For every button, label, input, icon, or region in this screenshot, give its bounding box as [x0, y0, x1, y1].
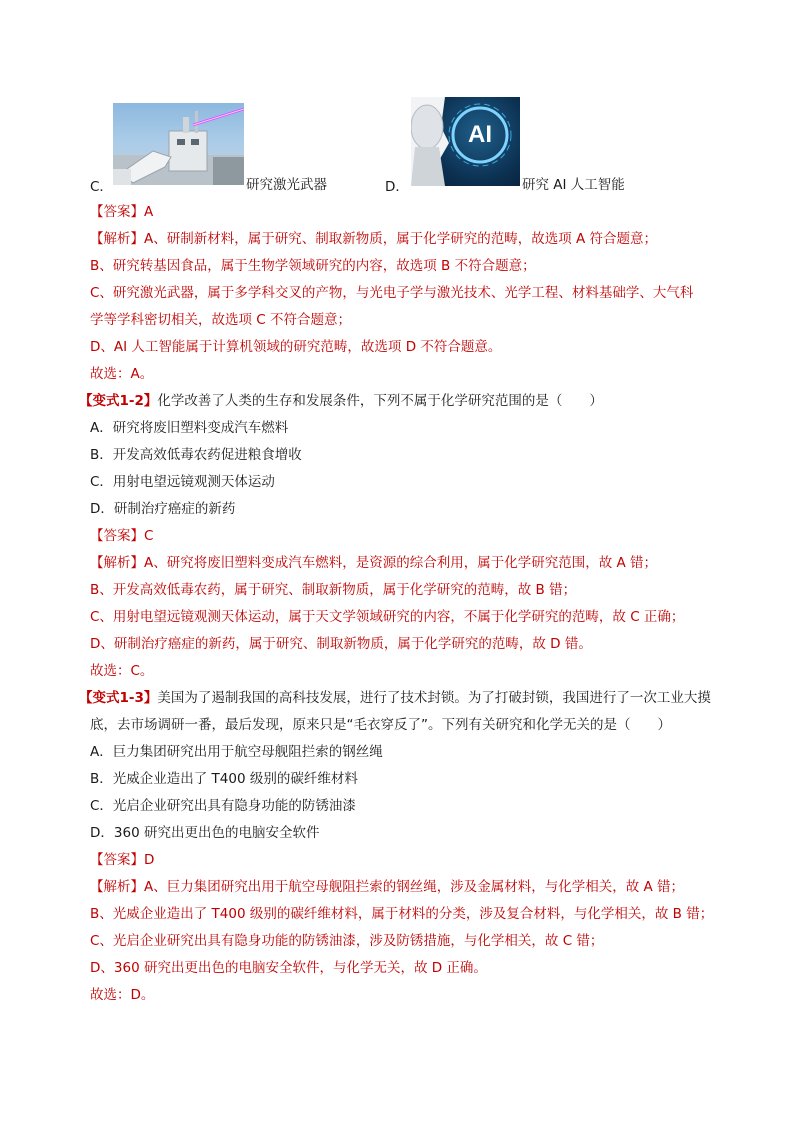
q2-tag: 【变式1-2】 — [79, 393, 158, 409]
ai-logo-text: AI — [468, 121, 492, 148]
answer-label: 【答案】 — [90, 852, 144, 868]
analysis-label: 【解析】 — [90, 231, 144, 247]
option-d-text: 研究 AI 人工智能 — [522, 177, 625, 193]
option-c-letter: C． — [90, 179, 113, 195]
q3-tag: 【变式1-3】 — [79, 690, 158, 706]
laser-weapon-image — [113, 103, 244, 185]
q2-analysis-line-2: B、开发高效低毒农药，属于研究、制取新物质，属于化学研究的范畴，故 B 错； — [90, 582, 577, 598]
q3-conclusion: 故选：D。 — [90, 987, 155, 1003]
q2-option-b: B．开发高效低毒农药促进粮食增收 — [90, 447, 302, 463]
q2-analysis-line-3: C、用射电望远镜观测天体运动，属于天文学领域研究的内容，不属于化学研究的范畴，故 C 正确； — [90, 609, 685, 625]
q2-stem: 化学改善了人类的生存和发展条件，下列不属于化学研究范围的是（ ） — [157, 393, 603, 409]
q1-analysis-line-3: C、研究激光武器，属于多学科交叉的产物，与光电子学与激光技术、光学工程、材料基础学、大气科 — [90, 285, 694, 301]
q1-analysis-line-1: 【解析】A、研制新材料，属于研究、制取新物质，属于化学研究的范畴，故选项 A 符合题意； — [90, 231, 658, 247]
q2-conclusion: 故选：C。 — [90, 663, 154, 679]
q3-analysis-line-4: D、360 研究出更出色的电脑安全软件，与化学无关，故 D 正确。 — [90, 960, 487, 976]
q1-conclusion: 故选：A。 — [90, 366, 154, 382]
q1-analysis-line-2: B、研究转基因食品，属于生物学领域研究的内容，故选项 B 不符合题意； — [90, 258, 536, 274]
q2-option-d: D．研制治疗癌症的新药 — [90, 501, 236, 517]
option-d-letter: D． — [385, 179, 409, 195]
q2-option-a: A．研究将废旧塑料变成汽车燃料 — [90, 420, 289, 436]
answer-label: 【答案】 — [90, 528, 144, 544]
answer-value: C — [144, 528, 154, 544]
analysis-label: 【解析】 — [90, 879, 144, 895]
q2-analysis-line-1: 【解析】A、研究将废旧塑料变成汽车燃料，是资源的综合利用，属于化学研究范围，故 A 错； — [90, 555, 658, 571]
answer-value: D — [144, 852, 155, 868]
q2-analysis-line-4: D、研制治疗癌症的新药，属于研究、制取新物质，属于化学研究的范畴，故 D 错。 — [90, 636, 592, 652]
q3-option-d: D．360 研究出更出色的电脑安全软件 — [90, 825, 320, 841]
analysis-label: 【解析】 — [90, 555, 144, 571]
q1-analysis-line-4: 学等学科密切相关，故选项 C 不符合题意； — [90, 312, 352, 328]
q2-answer-line — [90, 526, 153, 546]
q3-analysis-line-1: 【解析】A、巨力集团研究出用于航空母舰阻拦索的钢丝绳，涉及金属材料，与化学相关，故 A 错； — [90, 879, 685, 895]
q3-stem-line-2: 底，去市场调研一番，最后发现，原来只是“毛衣穿反了”。下列有关研究和化学无关的是（ ） — [90, 717, 671, 733]
q1-analysis-line-5: D、AI 人工智能属于计算机领域的研究范畴，故选项 D 不符合题意。 — [90, 339, 502, 355]
answer-value: A — [144, 204, 154, 220]
q1-answer-line — [90, 202, 153, 222]
ai-robot-image — [411, 97, 520, 186]
q3-option-a: A．巨力集团研究出用于航空母舰阻拦索的钢丝绳 — [90, 744, 383, 760]
option-c-text: 研究激光武器 — [246, 177, 327, 193]
q3-analysis-line-3: C、光启企业研究出具有隐身功能的防锈油漆，涉及防锈措施，与化学相关，故 C 错； — [90, 933, 604, 949]
q3-stem-line-1: 【变式1-3】美国为了遏制我国的高科技发展，进行了技术封锁。为了打破封锁，我国进行了一次工业大摸 — [79, 690, 711, 706]
q3-analysis-line-2: B、光威企业造出了 T400 级别的碳纤维材料，属于材料的分类，涉及复合材料，与化学相关，故 B 错； — [90, 906, 714, 922]
q3-option-c: C．光启企业研究出具有隐身功能的防锈油漆 — [90, 798, 356, 814]
q3-option-b: B．光威企业造出了 T400 级别的碳纤维材料 — [90, 771, 358, 787]
answer-label: 【答案】 — [90, 204, 144, 220]
q2-stem-line — [79, 391, 603, 411]
q3-answer-line — [90, 850, 154, 870]
q2-option-c: C．用射电望远镜观测天体运动 — [90, 474, 275, 490]
